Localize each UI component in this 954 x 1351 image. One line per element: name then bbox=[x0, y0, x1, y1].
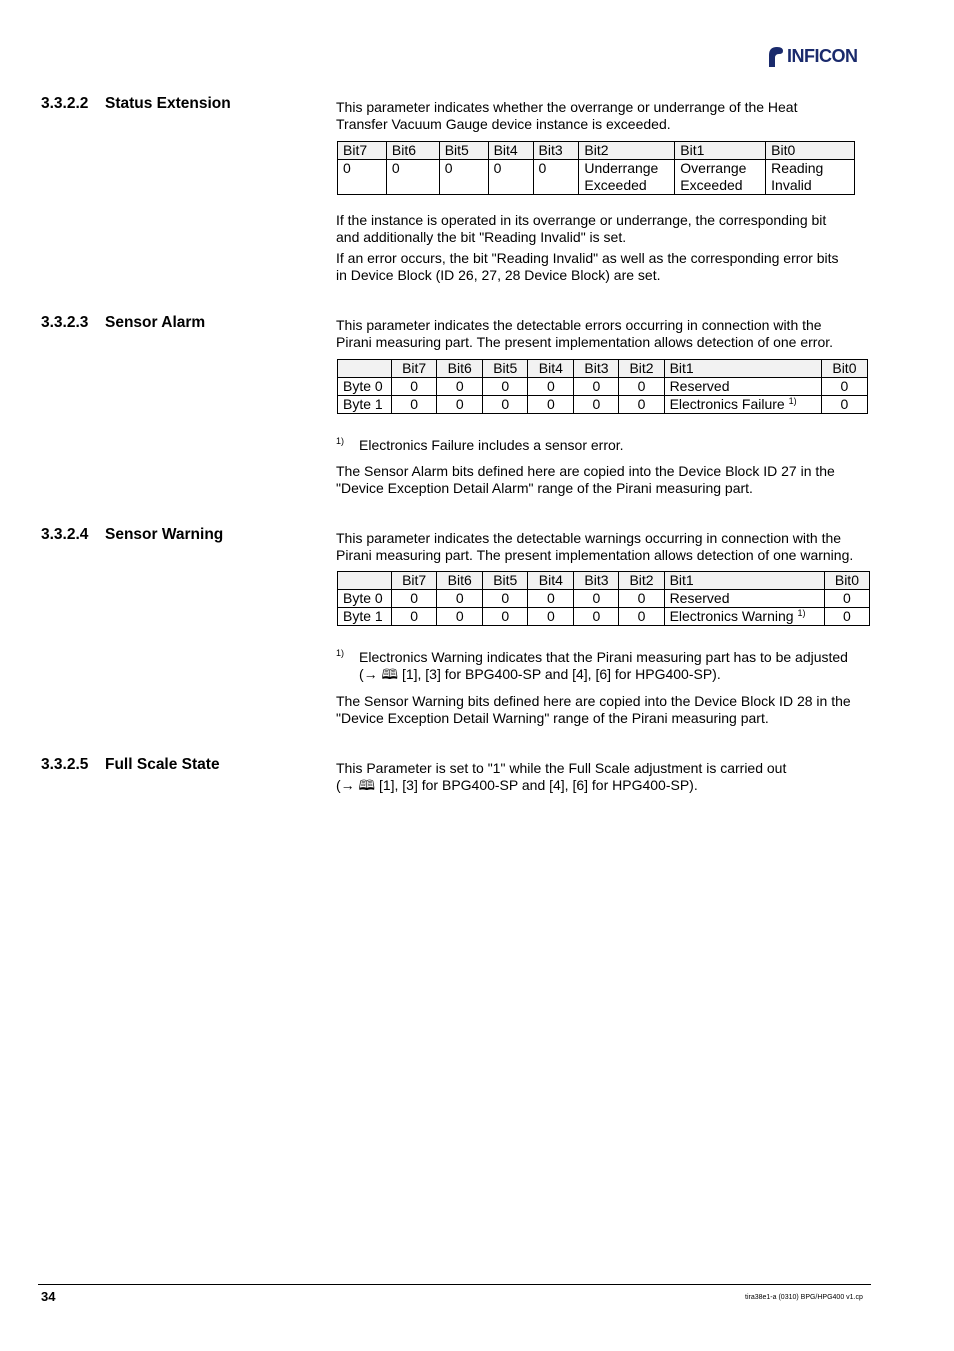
inficon-logo bbox=[767, 44, 858, 68]
section-number: 3.3.2.4 bbox=[41, 526, 89, 543]
section-heading-sensor-alarm bbox=[41, 314, 205, 332]
status-extension-paragraph-2: If an error occurs, the bit "Reading Invalid" as well as the corresponding error bits in Device Block (ID 26, 27, 28 Device Block) are set. bbox=[336, 250, 839, 283]
section-heading-sensor-warning bbox=[41, 526, 223, 544]
section-title: Status Extension bbox=[105, 95, 231, 112]
footer-rule bbox=[38, 1284, 871, 1285]
footnote-ref: 1) bbox=[797, 608, 806, 618]
section-title: Sensor Warning bbox=[105, 526, 224, 543]
inficon-logo-icon bbox=[767, 45, 785, 67]
sensor-warning-intro: This parameter indicates the detectable warnings occurring in connection with the Pirani measuring part. The present implementation allows detection of one warning. bbox=[336, 530, 854, 563]
logo-text: INFICON bbox=[787, 45, 858, 66]
section-title: Full Scale State bbox=[105, 756, 220, 773]
footnote-ref: 1) bbox=[788, 396, 797, 406]
section-number: 3.3.2.5 bbox=[41, 756, 89, 773]
table-row: Byte 0 0 0 0 0 0 0 Reserved 0 bbox=[338, 590, 870, 608]
section-number: 3.3.2.3 bbox=[41, 314, 89, 331]
page-number: 34 bbox=[41, 1289, 56, 1304]
section-heading-full-scale-state bbox=[41, 756, 220, 774]
section-number: 3.3.2.2 bbox=[41, 95, 89, 112]
table-row: Byte 1 0 0 0 0 0 0 Electronics Warning $^{1)}$ 0 bbox=[338, 608, 870, 626]
status-extension-table bbox=[337, 141, 855, 195]
full-scale-state-paragraph: This Parameter is set to "1" while the Full Scale adjustment is carried out (→ 🕮 [1], [3] for BPG400-SP and [4], [6] for HPG400-SP). bbox=[336, 760, 787, 793]
footer-document-code: tira38e1-a (0310) BPG/HPG400 v1.cp bbox=[745, 1294, 863, 1301]
sensor-warning-footnote: 1) Electronics Warning indicates that the Pirani measuring part has to be adjusted (→ 🕮 [1], [3] for BPG400-SP and [4], [6] for HPG400-SP). bbox=[336, 648, 848, 682]
sensor-alarm-footnote: 1) Electronics Failure includes a sensor error. bbox=[336, 436, 624, 453]
status-extension-paragraph-1: If the instance is operated in its overrange or underrange, the corresponding bit and additionally the bit "Reading Invalid" is set. bbox=[336, 212, 827, 245]
table-row: 0 0 0 0 0 Underrange Exceeded Overrange Exceeded Reading Invalid bbox=[338, 160, 855, 195]
status-extension-intro: This parameter indicates whether the overrange or underrange of the Heat Transfer Vacuum Gauge device instance is exceeded. bbox=[336, 99, 798, 132]
sensor-alarm-paragraph: The Sensor Alarm bits defined here are copied into the Device Block ID 27 in the "Device Exception Detail Alarm" range of the Pirani measuring part. bbox=[336, 463, 835, 496]
table-header-row: Bit7 Bit6 Bit5 Bit4 Bit3 Bit2 Bit1 Bit0 bbox=[338, 572, 870, 590]
table-row: Byte 0 0 0 0 0 0 0 Reserved 0 bbox=[338, 378, 868, 396]
table-header-row: Bit7 Bit6 Bit5 Bit4 Bit3 Bit2 Bit1 Bit0 bbox=[338, 360, 868, 378]
section-heading-status-extension bbox=[41, 95, 231, 113]
sensor-warning-table bbox=[337, 571, 870, 626]
sensor-alarm-intro: This parameter indicates the detectable errors occurring in connection with the Pirani measuring part. The present implementation allows detection of one error. bbox=[336, 317, 834, 350]
section-title: Sensor Alarm bbox=[105, 314, 206, 331]
sensor-alarm-table bbox=[337, 359, 868, 414]
table-header-row: Bit7 Bit6 Bit5 Bit4 Bit3 Bit2 Bit1 Bit0 bbox=[338, 142, 855, 160]
sensor-warning-paragraph: The Sensor Warning bits defined here are copied into the Device Block ID 28 in the "Device Exception Detail Warning" range of the Pirani measuring part. bbox=[336, 693, 851, 726]
table-row: Byte 1 0 0 0 0 0 0 Electronics Failure $^{1)}$ 0 bbox=[338, 396, 868, 414]
